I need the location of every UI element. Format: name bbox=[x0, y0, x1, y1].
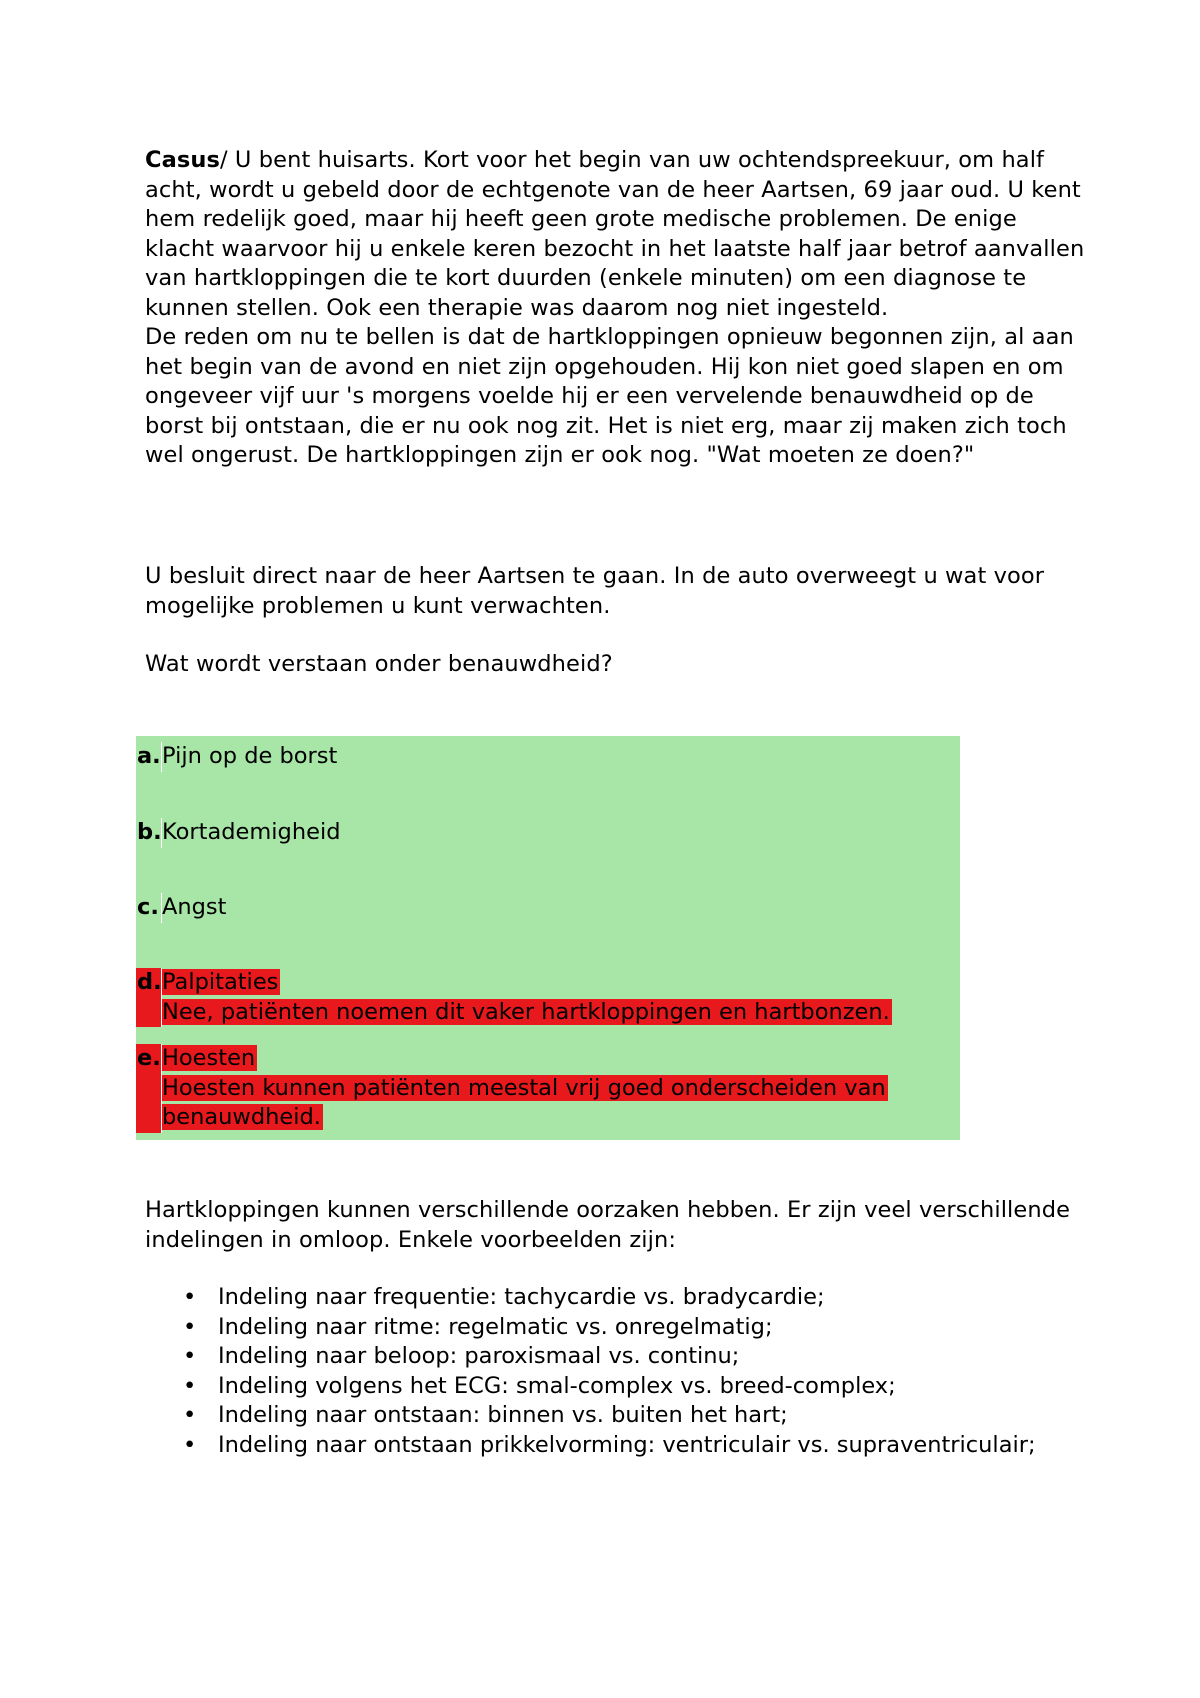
option-letter: b. bbox=[136, 818, 162, 848]
option-letter: a. bbox=[136, 742, 162, 772]
bullet-icon: • bbox=[183, 1372, 197, 1399]
case-intro bbox=[145, 146, 1085, 471]
option-feedback-line-1: Hoesten kunnen patiënten meestal vrij goed onderscheiden van bbox=[162, 1074, 886, 1101]
case-paragraph-1 bbox=[145, 146, 1085, 323]
question-text: Wat wordt verstaan onder benauwdheid? bbox=[145, 651, 613, 677]
option-b[interactable] bbox=[136, 818, 340, 848]
option-d[interactable] bbox=[136, 968, 892, 1027]
option-letter: c. bbox=[136, 893, 162, 923]
answer-options bbox=[136, 736, 960, 1140]
list-item bbox=[145, 1401, 1085, 1431]
option-feedback-line-2: benauwdheid. bbox=[162, 1104, 321, 1130]
option-label: Angst bbox=[162, 894, 227, 920]
option-letter: e. bbox=[136, 1044, 162, 1133]
list-item-text: Indeling volgens het ECG: smal-complex vs. breed-complex; bbox=[218, 1372, 896, 1399]
option-c[interactable] bbox=[136, 893, 226, 923]
option-label: Palpitaties bbox=[162, 969, 279, 995]
list-item-text: Indeling naar ontstaan: binnen vs. buiten het hart; bbox=[218, 1402, 788, 1428]
bullet-icon: • bbox=[183, 1313, 197, 1340]
list-item bbox=[145, 1283, 1085, 1313]
list-item-text: Indeling naar beloop: paroxismaal vs. continu; bbox=[218, 1343, 740, 1369]
bullet-icon: • bbox=[183, 1343, 197, 1369]
causes-list bbox=[145, 1283, 1085, 1460]
case-paragraph-2: De reden om nu te bellen is dat de hartkloppingen opnieuw begonnen zijn, al aan het begin van de avond en niet zijn opgehouden. Hij kon niet goed slapen en om ongeveer vijf uur 's morgens voelde hij er een vervelende benauwdheid op de borst bij ontstaan, die er nu ook nog zit. Het is niet erg, maar zij maken zich toch wel ongerust. De hartkloppingen zijn er ook nog. "Wat moeten ze doen?" bbox=[145, 324, 1074, 468]
option-feedback: Nee, patiënten noemen dit vaker hartkloppingen en hartbonzen. bbox=[162, 998, 890, 1025]
bullet-icon: • bbox=[183, 1431, 197, 1458]
list-item bbox=[145, 1313, 1085, 1343]
option-a[interactable] bbox=[136, 742, 337, 772]
list-item bbox=[145, 1372, 1085, 1402]
followup-paragraph: U besluit direct naar de heer Aartsen te gaan. In de auto overweegt u wat voor mogelijke problemen u kunt verwachten. bbox=[145, 563, 1045, 619]
casus-label: Casus bbox=[145, 147, 220, 173]
bullet-icon: • bbox=[183, 1284, 197, 1310]
option-label: Hoesten bbox=[162, 1045, 256, 1071]
causes-intro: Hartkloppingen kunnen verschillende oorzaken hebben. Er zijn veel verschillende indelingen in omloop. Enkele voorbeelden zijn: bbox=[145, 1197, 1071, 1253]
casus-text: / U bent huisarts. Kort voor het begin van uw ochtendspreekuur, om half acht, wordt u gebeld door de echtgenote van de heer Aartsen, 69 jaar oud. U kent hem redelijk goed, maar hij heeft geen grote medische problemen. De enige klacht waarvoor hij u enkele keren bezocht in het laatste half jaar betrof aanvallen van hartkloppingen die te kort duurden (enkele minuten) om een diagnose te kunnen stellen. Ook een therapie was daarom nog niet ingesteld. bbox=[145, 147, 1085, 321]
list-item bbox=[145, 1342, 1085, 1372]
list-item bbox=[145, 1431, 1085, 1461]
option-letter: d. bbox=[136, 968, 162, 1027]
bullet-icon: • bbox=[183, 1402, 197, 1428]
option-label: Kortademigheid bbox=[162, 819, 341, 845]
list-item-text: Indeling naar frequentie: tachycardie vs. bradycardie; bbox=[218, 1284, 825, 1310]
list-item-text: Indeling naar ritme: regelmatic vs. onregelmatig; bbox=[218, 1313, 773, 1340]
list-item-text: Indeling naar ontstaan prikkelvorming: ventriculair vs. supraventriculair; bbox=[218, 1431, 1036, 1458]
option-e[interactable] bbox=[136, 1044, 888, 1133]
option-label: Pijn op de borst bbox=[162, 743, 338, 769]
